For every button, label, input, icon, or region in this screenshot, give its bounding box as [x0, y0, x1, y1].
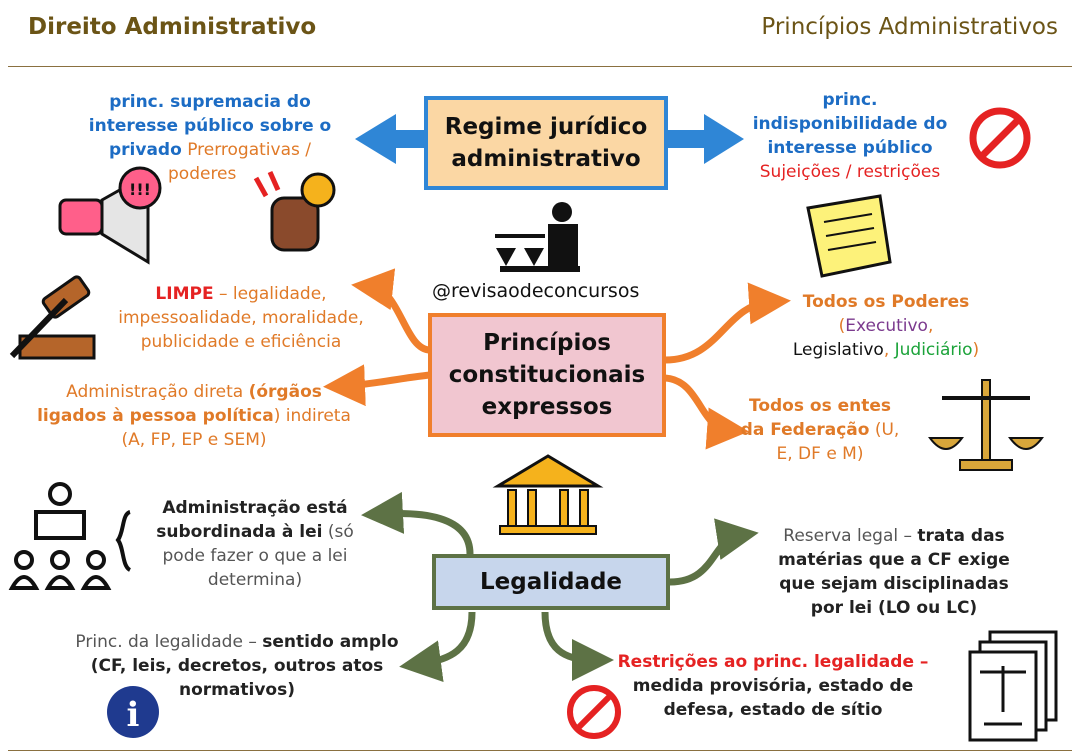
sticky-note-icon [808, 196, 890, 276]
arrow-sentido-amplo [420, 612, 472, 664]
regime-juridico-label: Regime jurídico administrativo [444, 114, 648, 172]
principios-constitucionais-box [428, 313, 666, 437]
header-left-title: Direito Administrativo [28, 14, 317, 40]
svg-text:!!!: !!! [129, 180, 151, 199]
arrow-poderes [665, 302, 770, 360]
legalidade-box [432, 554, 670, 610]
poderes-text: Todos os Poderes (Executivo, Legislativo, Judiciário) [792, 292, 980, 360]
svg-text:i: i [126, 695, 140, 735]
courthouse-icon [498, 456, 598, 534]
arrow-restricoes [545, 612, 593, 660]
sentido-amplo-text: Princ. da legalidade – sentido amplo (CF, leis, decretos, outros atos normativos) [75, 632, 399, 700]
prohibition-icon [973, 111, 1027, 165]
restricoes-text: Restrições ao princ. legalidade – medida provisória, estado de defesa, estado de sítio [617, 652, 929, 720]
supremacia-text: princ. supremacia do interesse público sobre o privado Prerrogativas / poderes [88, 92, 332, 184]
arrow-entes [665, 378, 728, 430]
instagram-handle: @revisaodeconcursos [432, 280, 640, 302]
arrow-reserva [670, 536, 738, 582]
judge-icon [495, 202, 580, 272]
principios-label: Princípios constitucionais expressos [448, 330, 646, 420]
arrow-left-supremacia [355, 114, 424, 164]
legal-document-icon [970, 632, 1056, 740]
subordinada-text: Administração está subordinada à lei (só pode fazer o que a lei determina) [156, 498, 354, 590]
speaker-audience-icon [12, 484, 130, 588]
regime-juridico-box [424, 96, 668, 190]
scales-icon [930, 380, 1042, 470]
header-right-title: Princípios Administrativos [761, 14, 1058, 40]
limpe-text: LIMPE – legalidade, impessoalidade, moralidade, publicidade e eficiência [118, 284, 364, 352]
gavel-icon [12, 275, 94, 358]
administracao-text: Administração direta (órgãos ligados à pessoa política) indireta (A, FP, EP e SEM) [37, 382, 351, 450]
entes-text: Todos os entes da Federação (U, E, DF e M) [740, 396, 900, 464]
arrow-subordinada [382, 514, 470, 554]
indisponibilidade-text: princ. indisponibilidade do interesse público Sujeições / restrições [752, 90, 948, 182]
reserva-text: Reserva legal – trata das matérias que a CF exige que sejam disciplinadas por lei (LO ou LC) [778, 526, 1010, 618]
legalidade-label: Legalidade [479, 569, 623, 595]
